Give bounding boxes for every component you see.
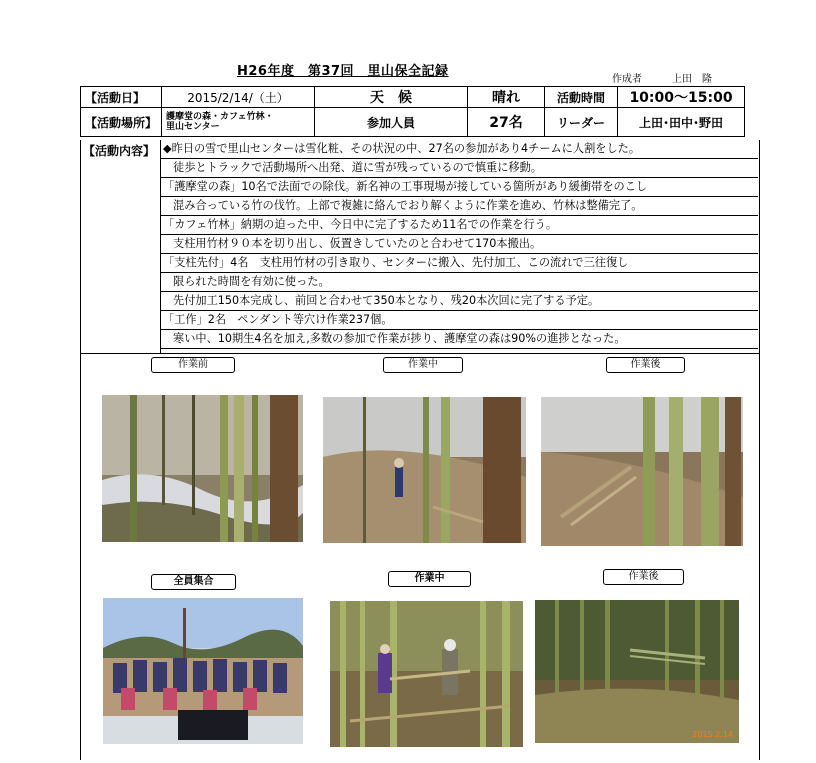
place-label: 【活動場所】 — [81, 108, 162, 137]
activity-line: 支柱用竹材９０本を切り出し、仮置きしていたのと合わせて170本搬出。 — [161, 235, 758, 254]
participants-value: 27名 — [468, 108, 545, 137]
activity-line: 「カフェ竹林」納期の迫った中、今日中に完了するため11名での作業を行う。 — [161, 216, 758, 235]
activity-line: 「工作」2名 ペンダント等穴け作業237個。 — [161, 311, 758, 330]
photo-after-work-2 — [535, 600, 739, 743]
place-value-line-1: 護摩堂の森・カフェ竹林・ — [166, 112, 274, 122]
time-label: 活動時間 — [545, 87, 618, 108]
photo-date-stamp: 2015.2.14 — [692, 730, 733, 739]
activity-line: 先付加工150本完成し、前回と合わせて350本となり、残20本次回に完了する予定。 — [161, 292, 758, 311]
caption-top-middle: 作業中 — [383, 357, 463, 373]
caption-bottom-left: 全員集合 — [151, 574, 236, 590]
activity-line: 混み合っている竹の伐竹。上部で複雑に絡んでおり解くように作業を進め、竹林は整備完了。 — [161, 197, 758, 216]
photo-after-work-1 — [541, 397, 743, 546]
author-name: 上田 隆 — [672, 74, 712, 85]
author-line — [612, 70, 712, 85]
author-label: 作成者 — [612, 74, 642, 85]
caption-top-left: 作業前 — [151, 357, 235, 373]
photo-during-work-1 — [323, 397, 526, 543]
document-title: H26年度 第37回 里山保全記録 — [237, 64, 449, 79]
photo-group — [103, 598, 303, 744]
date-value: 2015/2/14/（土） — [162, 87, 315, 108]
weather-label: 天 候 — [315, 87, 468, 108]
activity-line: 「護摩堂の森」10名で法面での除伐。新名神の工事現場が接している箇所があり緩衝帯をのこし — [161, 178, 758, 197]
header-table — [80, 86, 745, 137]
caption-bottom-right: 作業後 — [603, 569, 684, 585]
caption-bottom-middle: 作業中 — [388, 571, 471, 587]
caption-top-right: 作業後 — [606, 357, 685, 373]
weather-value: 晴れ — [468, 87, 545, 108]
content-photo-separator — [80, 353, 759, 354]
activity-content — [161, 140, 758, 367]
activity-line: 寒い中、10期生4名を加え,多数の参加で作業が捗り、護摩堂の森は90%の進捗となった。 — [161, 330, 758, 349]
photo-during-work-2 — [330, 601, 523, 747]
time-value: 10:00〜15:00 — [618, 87, 745, 108]
place-value-line-2: 里山センター — [166, 122, 220, 132]
leader-value: 上田･田中･野田 — [618, 108, 745, 137]
activity-line: 限られた時間を有効に使った。 — [161, 273, 758, 292]
activity-label: 【活動内容】 — [83, 144, 156, 158]
activity-line: ◆昨日の雪で里山センターは雪化粧、その状況の中、27名の参加があり4チームに人割をした。 — [161, 140, 758, 159]
activity-line: 徒歩とトラックで活動場所へ出発、道に雪が残っているので慎重に移動。 — [161, 159, 758, 178]
leader-label: リーダー — [545, 108, 618, 137]
participants-label: 参加人員 — [315, 108, 468, 137]
activity-line: 「支柱先付」4名 支柱用竹材の引き取り、センターに搬入、先付加工、この流れで三往復し — [161, 254, 758, 273]
date-label: 【活動日】 — [81, 87, 162, 108]
place-value — [162, 108, 315, 137]
photo-before-work — [102, 395, 303, 542]
